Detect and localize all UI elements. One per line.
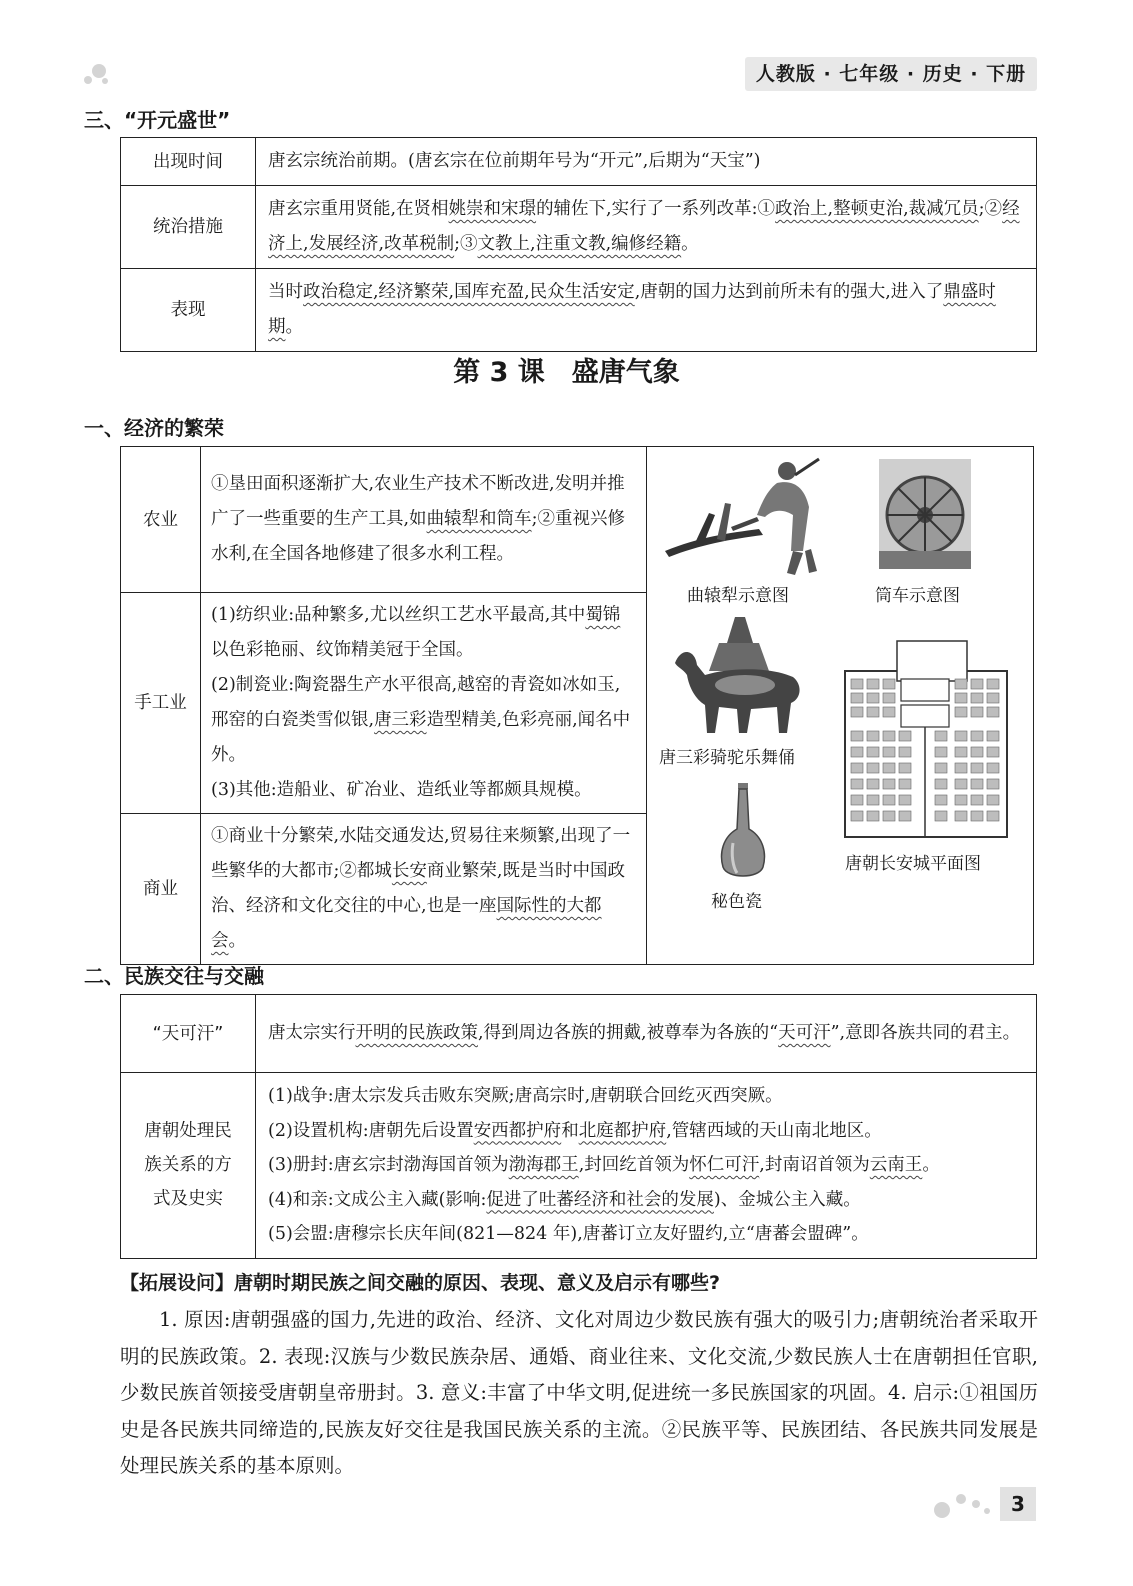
section-title-ethnic: 二、民族交往与交融: [84, 964, 264, 988]
handicraft-text: (1)纺织业:品种繁多,尤以丝织工艺水平最高,其中蜀锦以色彩艳丽、纹饰精美冠于全国。 (2)制瓷业:陶瓷器生产水平很高,越窑的青瓷如冰如玉,邢窑的白瓷类雪似银,唐三彩造型精美,色彩亮丽,闻名中外。 (3)其他:造船业、矿冶业、造纸业等都颇具规模。: [201, 593, 647, 814]
water-wheel-figure: [879, 459, 971, 569]
changan-map-figure: [835, 631, 1015, 845]
table-row: [121, 269, 1037, 352]
lesson-title: 第 3 课 盛唐气象: [453, 357, 680, 388]
caption-plow: 曲辕犁示意图: [687, 586, 789, 606]
extension-question-title: 【拓展设问】唐朝时期民族之间交融的原因、表现、意义及启示有哪些?: [120, 1272, 721, 1294]
row-text: 唐玄宗重用贤能,在贤相姚崇和宋璟的辅佐下,实行了一系列改革:①政治上,整顿吏治,裁减冗员;②经济上,发展经济,改革税制;③文教上,注重文教,编修经籍。: [256, 186, 1037, 269]
caption-wheel: 筒车示意图: [875, 586, 960, 606]
row-label-handicraft: 手工业: [121, 593, 201, 814]
figures-panel: [647, 447, 1034, 965]
book-header: 人教版 · 七年级 · 历史 · 下册: [745, 57, 1037, 91]
ethnic-table: [120, 994, 1037, 1259]
plow-figure: [659, 455, 829, 580]
caption-map: 唐朝长安城平面图: [845, 854, 981, 874]
table-row: [121, 186, 1037, 269]
row-label: 表现: [121, 269, 256, 352]
page-number: 3: [1000, 1487, 1036, 1521]
row-label: 出现时间: [121, 138, 256, 186]
extension-answer: 1. 原因:唐朝强盛的国力,先进的政治、经济、文化对周边少数民族有强大的吸引力;唐朝统治者采取开明的民族政策。2. 表现:汉族与少数民族杂居、通婚、商业往来、文化交流,少数民族人士在唐朝担任官职,少数民族首领接受唐朝皇帝册封。3. 意义:丰富了中华文明,促进统一多民族国家的巩固。4. 启示:①祖国历史是各民族共同缔造的,民族友好交往是我国民族关系的主流。②民族平等、民族团结、各民族共同发展是处理民族关系的基本原则。: [120, 1308, 1038, 1477]
vase-figure: [717, 783, 769, 883]
row-label: 统治措施: [121, 186, 256, 269]
policy-text: (1)战争:唐太宗发兵击败东突厥;唐高宗时,唐朝联合回纥灭西突厥。 (2)设置机构:唐朝先后设置安西都护府和北庭都护府,管辖西域的天山南北地区。 (3)册封:唐玄宗封渤海国首领为渤海郡王,封回纥首领为怀仁可汗,封南诏首领为云南王。 (4)和亲:文成公主入藏(影响:促进了吐蕃经济和社会的发展)、金城公主入藏。 (5)会盟:唐穆宗长庆年间(821—824 年),唐蕃订立友好盟约,立“唐蕃会盟碑”。: [256, 1073, 1037, 1259]
table-row: [121, 138, 1037, 186]
row-text: 唐玄宗统治前期。(唐玄宗在位前期年号为“开元”,后期为“天宝”): [256, 138, 1037, 186]
section-title-kaiyuan: 三、“开元盛世”: [84, 108, 231, 132]
row-text: 当时政治稳定,经济繁荣,国库充盈,民众生活安定,唐朝的国力达到前所未有的强大,进入了鼎盛时期。: [256, 269, 1037, 352]
caption-vase: 秘色瓷: [711, 892, 762, 912]
agriculture-text: ①垦田面积逐渐扩大,农业生产技术不断改进,发明并推广了一些重要的生产工具,如曲辕犁和筒车;②重视兴修水利,在全国各地修建了很多水利工程。: [201, 447, 647, 593]
commerce-text: ①商业十分繁荣,水陆交通发达,贸易往来频繁,出现了一些繁华的大都市;②都城长安商业繁荣,既是当时中国政治、经济和文化交往的中心,也是一座国际性的大都会。: [201, 814, 647, 965]
camel-figure: [661, 615, 821, 737]
row-label-policy: 唐朝处理民族关系的方式及史实: [121, 1073, 256, 1259]
table-row: [121, 447, 1034, 593]
section-title-economy: 一、经济的繁荣: [84, 416, 224, 440]
table-row: [121, 1073, 1037, 1259]
caption-camel: 唐三彩骑驼乐舞俑: [659, 748, 795, 768]
table-row: [121, 995, 1037, 1073]
row-label-khan: “天可汗”: [121, 995, 256, 1073]
khan-text: 唐太宗实行开明的民族政策,得到周边各族的拥戴,被尊奉为各族的“天可汗”,意即各族共同的君主。: [256, 995, 1037, 1073]
row-label-commerce: 商业: [121, 814, 201, 965]
economy-table: [120, 446, 1034, 965]
row-label-agriculture: 农业: [121, 447, 201, 593]
kaiyuan-table: [120, 137, 1037, 352]
